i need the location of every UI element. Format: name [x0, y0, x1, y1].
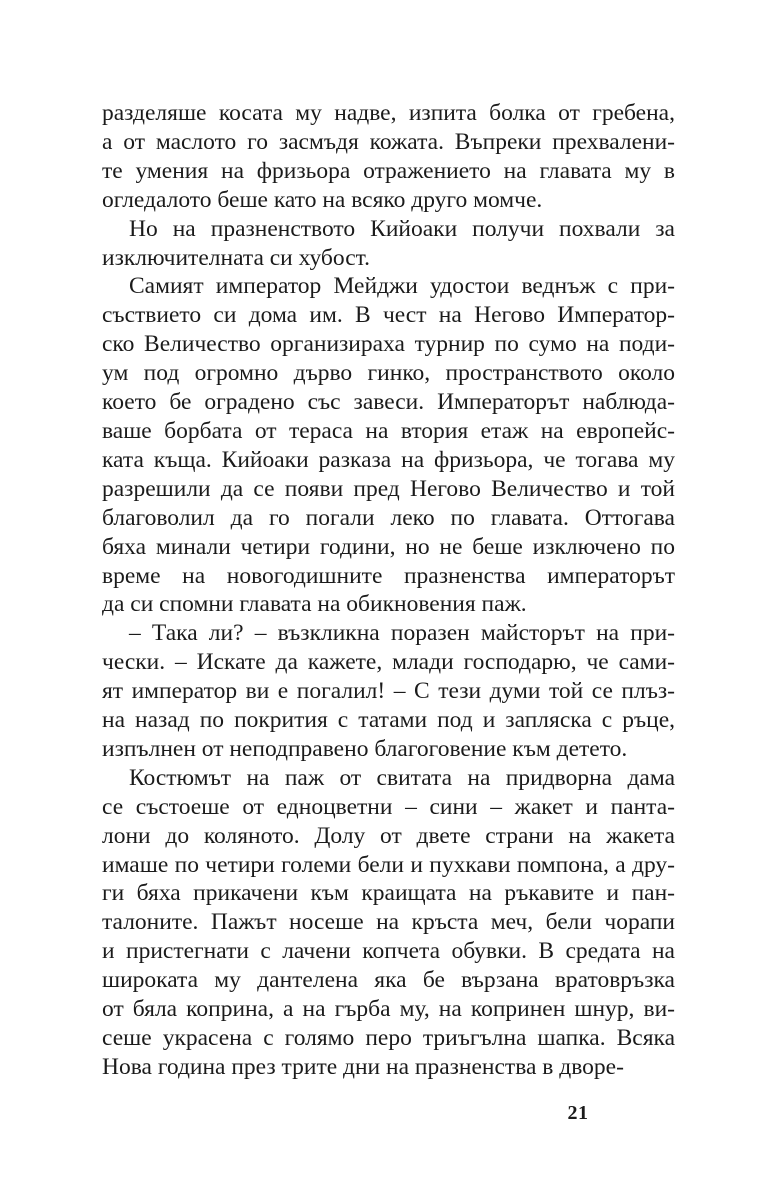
text-line: огледалото беше като на всяко друго момче. [102, 186, 543, 213]
text-line: време на новогодишните празненства императорът [102, 562, 675, 589]
text-line: ваше борбата от тераса на втория етаж на европейс- [102, 417, 675, 444]
text-line: изключителната си хубост. [102, 244, 371, 271]
text-line: разрешили да се появи пред Негово Величество и той [102, 475, 675, 502]
text-line: ум под огромно дърво гинко, пространството около [102, 360, 675, 387]
text-line: което бе оградено със завеси. Императорът наблюда- [102, 389, 675, 416]
text-line: широката му дантелена яка бе вързана вратовръзка [102, 967, 675, 994]
text-line: съствието си дома им. В чест на Негово Император- [102, 302, 675, 329]
text-line: изпълнен от неподправено благоговение към детето. [102, 735, 628, 762]
text-line: се състоеше от едноцветни – сини – жакет и панта- [102, 793, 675, 820]
text-line: талоните. Пажът носеше на кръста меч, бели чорапи [102, 909, 675, 936]
text-line: от бяла коприна, а на гърба му, на копринен шнур, ви- [102, 996, 675, 1023]
text-line: и пристегнати с лачени копчета обувки. В средата на [102, 938, 675, 965]
text-line: ката къща. Кийоаки разказа на фризьора, че тогава му [102, 446, 675, 473]
text-line: Нова година през трите дни на празненства в дворе- [102, 1053, 624, 1080]
text-line: ят император ви е погалил! – С тези думи той се плъз- [102, 678, 675, 705]
text-line: имаше по четири големи бели и пухкави помпона, а дру- [102, 851, 675, 878]
text-line: Костюмът на паж от свитата на придворна дама [129, 764, 675, 791]
text-line: те умения на фризьора отражението на главата му в [102, 157, 675, 184]
body-text [102, 99, 675, 1082]
text-line: Но на празненството Кийоаки получи похвали за [129, 215, 675, 242]
text-line: разделяше косата му надве, изпита болка от гребена, [102, 100, 675, 126]
text-line: а от маслото го засмъдя кожата. Въпреки прехвалени- [102, 128, 675, 155]
text-line: ско Величество организираха турнир по сумо на поди- [102, 331, 675, 358]
text-line: на назад по покрития с татами под и запляска с ръце, [102, 707, 675, 734]
text-line: благоволил да го погали леко по главата. Оттогава [102, 504, 675, 531]
text-line: Самият император Мейджи удостои веднъж с при- [129, 273, 675, 300]
text-line: да си спомни главата на обикновения паж. [102, 591, 527, 618]
text-line: лони до коляното. Долу от двете страни на жакета [102, 822, 675, 849]
text-line: – Така ли? – възкликна поразен майсторът на при- [129, 620, 675, 647]
page-number: 21 [567, 1102, 589, 1124]
text-line: ги бяха прикачени към краищата на ръкавите и пан- [102, 880, 675, 907]
text-line: бяха минали четири години, но не беше изключено по [102, 533, 675, 560]
text-line: чески. – Искате да кажете, млади господарю, че сами- [102, 649, 675, 676]
text-line: сеше украсена с голямо перо триъгълна шапка. Всяка [102, 1025, 675, 1051]
